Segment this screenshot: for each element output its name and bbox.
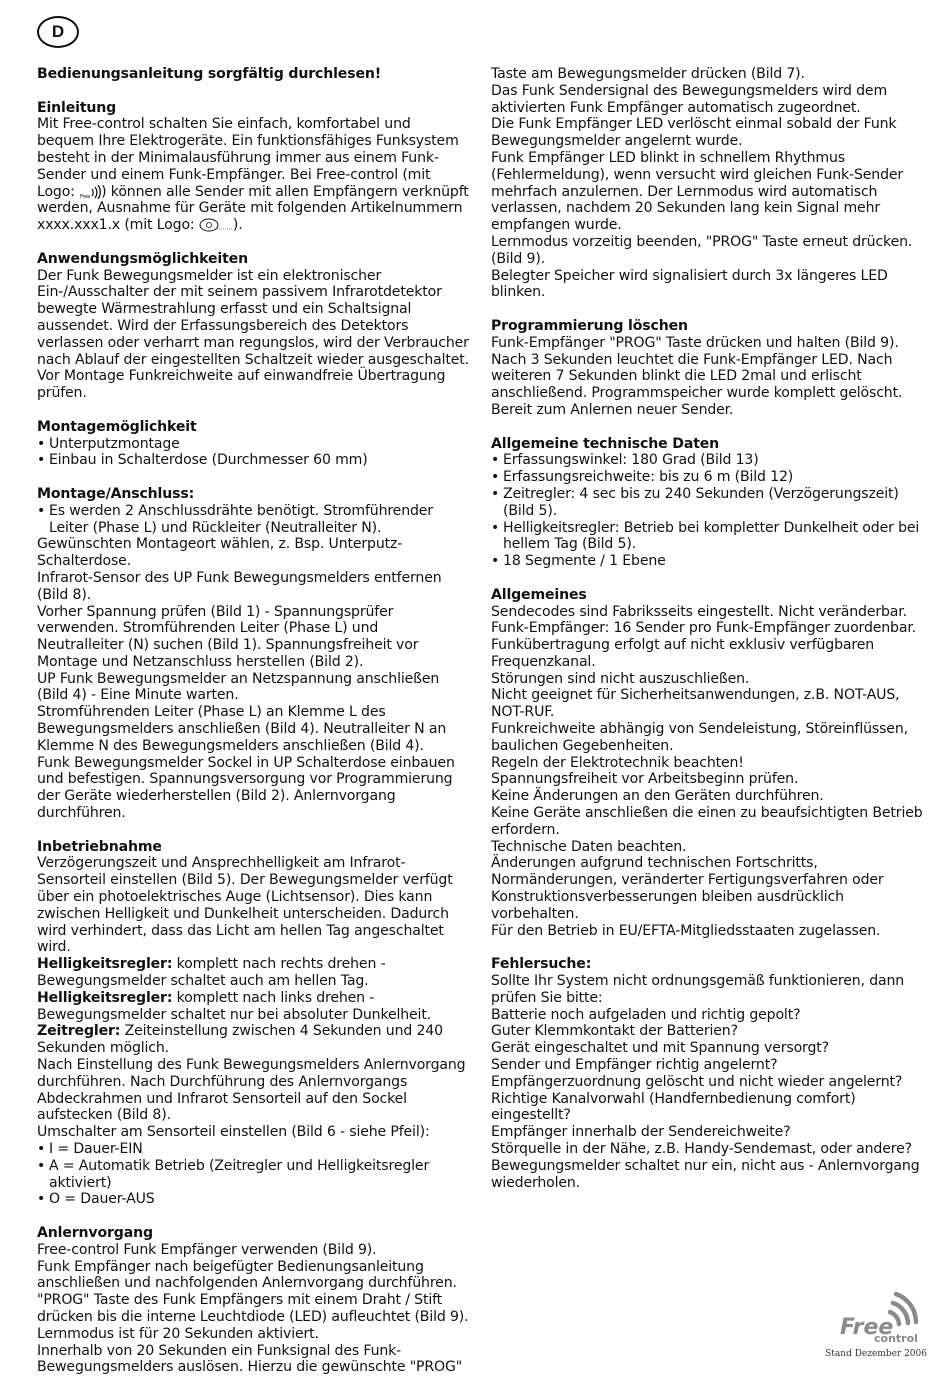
fehler-line: Richtige Kanalvorwahl (Handfernbedienung comfort) eingestellt? (491, 1090, 856, 1124)
montage-line: Stromführenden Leiter (Phase L) an Klemme L des Bewegungsmelders anschließen (Bild 4). Neutralleiter N an Klemme N des Bewegungsmelders anschließen (Bild 4). (37, 704, 447, 754)
allgemeines-line: Funk-Empfänger: 16 Sender pro Funk-Empfänger zuordenbar. (491, 620, 917, 637)
logo-word-free: Free (840, 1315, 894, 1340)
montage-line: Gewünschten Montageort wählen, z. Bsp. Unterputz-Schalterdose. (37, 536, 403, 570)
fehler-line: Sollte Ihr System nicht ordnungsgemäß funktionieren, dann prüfen Sie bitte: (491, 973, 905, 1006)
stand-date: Stand Dezember 2006 (825, 1349, 927, 1359)
einleitung-text-3: ). (232, 217, 243, 234)
section-inbetriebnahme (37, 839, 469, 1209)
section-einleitung (37, 100, 469, 234)
anlern-line: Die Funk Empfänger LED verlöscht einmal sobald der Funk Bewegungsmelder angelernt wurde. (491, 116, 897, 150)
list-item: • I = Dauer-EIN (37, 1141, 143, 1157)
fehler-line: Empfängerzuordnung gelöscht und nicht wieder angelernt? (491, 1073, 903, 1090)
montage-line: UP Funk Bewegungsmelder an Netzspannung anschließen (Bild 4) - Eine Minute warten. (37, 670, 440, 704)
language-badge: D (37, 16, 79, 48)
inbetrieb-title: Inbetriebnahme (37, 838, 162, 855)
inbetrieb-text-3: Umschalter am Sensorteil einstellen (Bild 6 - siehe Pfeil): (37, 1124, 430, 1141)
radio-waves-icon (890, 1294, 916, 1324)
anlern-line: Funk Empfänger nach beigefügter Bedienungsanleitung anschließen und nachfolgenden Anlernvorgang durchführen. (37, 1258, 457, 1292)
anlern-line: Taste am Bewegungsmelder drücken (Bild 7). (491, 66, 805, 82)
svg-text:Free: Free (80, 193, 91, 199)
right-column (491, 66, 923, 1208)
einleitung-title: Einleitung (37, 99, 117, 116)
section-anlernvorgang (37, 1225, 469, 1376)
anlern-line: Innerhalb von 20 Sekunden ein Funksignal des Funk-Bewegungsmelders auslösen. Hierzu die gewünschte "PROG" (37, 1342, 463, 1376)
list-item: • Erfassungswinkel: 180 Grad (Bild 13) (491, 452, 759, 469)
fehler-line: Batterie noch aufgeladen und richtig gepolt? (491, 1006, 801, 1023)
free-control-radio-logo-icon (79, 185, 101, 199)
anwendung-text: Der Funk Bewegungsmelder ist ein elektronischer Ein-/Ausschalter der mit seinem passivem Infrarotdetektor bewegte Wärmestrahlung erfasst und ein Schaltsignal aussendet. Wird der Erfassungsbereich des Detektors verlassen oder verharrt man regungslos, wird der Verbraucher nach Ablauf der eingestellten Schaltzeit wieder ausgeschaltet. (37, 267, 469, 368)
fehler-line: Gerät eingeschaltet und mit Spannung versorgt? (491, 1040, 829, 1057)
section-montage-anschluss (37, 486, 469, 822)
section-technische-daten (491, 436, 923, 570)
section-programmierung-loeschen (491, 318, 923, 419)
section-montagemoeglichkeit (37, 419, 469, 469)
einleitung-text-2: ) können alle Sender mit allen Empfängern verknüpft werden, Ausnahme für Geräte mit folgenden Artikelnummern xxxx.xxx1.x (mit Logo: (37, 183, 469, 234)
anlern-title: Anlernvorgang (37, 1224, 153, 1241)
list-item: • Zeitregler: 4 sec bis zu 240 Sekunden (Verzögerungszeit) (Bild 5). (491, 485, 899, 519)
allgemeines-line: Keine Änderungen an den Geräten durchführen. (491, 788, 824, 805)
anlern-line: "PROG" Taste des Funk Empfängers mit einem Draht / Stift drücken bis die interne Leuchtdiode (LED) aufleuchtet (Bild 9). Lernmodus ist für 20 Sekunden aktiviert. (37, 1292, 469, 1342)
list-item: • Erfassungsreichweite: bis zu 6 m (Bild 12) (491, 469, 794, 486)
montage-title: Montage/Anschluss: (37, 485, 195, 502)
anwendung-text-2: Vor Montage Funkreichweite auf einwandfreie Übertragung prüfen. (37, 368, 446, 402)
allgemeines-line: Nicht geeignet für Sicherheitsanwendungen, z.B. NOT-AUS, NOT-RUF. (491, 687, 900, 721)
allgemeines-line: Sendecodes sind Fabriksseits eingestellt. Nicht veränderbar. (491, 603, 907, 620)
anlern-line: Lernmodus vorzeitig beenden, "PROG" Taste erneut drücken. (Bild 9). (491, 233, 913, 267)
allgemeines-line: Funkübertragung erfolgt auf nicht exklusiv verfügbaren Frequenzkanal. (491, 637, 875, 670)
logo-word-control: control (874, 1332, 918, 1345)
anlern-line: Free-control Funk Empfänger verwenden (Bild 9). (37, 1241, 377, 1258)
list-item: • A = Automatik Betrieb (Zeitregler und Helligkeitsregler aktiviert) (37, 1157, 430, 1191)
free-control-logo (838, 1286, 928, 1346)
section-fehlersuche (491, 956, 923, 1191)
intro-heading: Bedienungsanleitung sorgfältig durchlesen! (37, 66, 382, 82)
fehler-line: Sender und Empfänger richtig angelernt? (491, 1057, 778, 1074)
allgemeines-line: Änderungen aufgrund technischen Fortschritts, Normänderungen, veränderter Fertigungsverfahren oder Konstruktionsverbesserungen bleiben ausdrücklich vorbehalten. (491, 855, 884, 922)
inbetrieb-text-1: Verzögerungszeit und Ansprechhelligkeit am Infrarot-Sensorteil einstellen (Bild 5). Der Bewegungsmelder verfügt über ein photoelektrisches Auge (Lichtsensor). Dies kann zwischen Helligkeit und Dunkelheit unterscheiden. Dadurch wird verhindert, dass das Licht am hellen Tag angeschaltet wird. (37, 855, 453, 956)
allgemeines-title: Allgemeines (491, 586, 587, 603)
helligkeit-right: Helligkeitsregler: komplett nach rechts drehen - Bewegungsmelder schaltet auch am hellen Tag. (37, 956, 386, 990)
fehler-line: Bewegungsmelder schaltet nur ein, nicht aus - Anlernvorgang wiederholen. (491, 1157, 920, 1191)
montagemoeglichkeit-title: Montagemöglichkeit (37, 418, 197, 435)
allgemeines-line: Spannungsfreiheit vor Arbeitsbeginn prüfen. (491, 771, 799, 788)
fehler-title: Fehlersuche: (491, 956, 592, 973)
section-anlernvorgang-cont (491, 66, 923, 301)
montage-line: Vorher Spannung prüfen (Bild 1) - Spannungsprüfer verwenden. Stromführenden Leiter (Phase L) und Neutralleiter (N) suchen (Bild 1). Spannungsfreiheit vor Montage und Netzanschluss herstellen (Bild 2). (37, 603, 419, 670)
allgemeines-line: Funkreichweite abhängig von Sendeleistung, Störeinflüssen, baulichen Gegebenheiten. (491, 721, 908, 754)
montage-line: Funk Bewegungsmelder Sockel in UP Schalterdose einbauen und befestigen. Spannungsversorgung vor Programmierung der Geräte wiederherstellen (Bild 2). Anlernvorgang durchführen. (37, 754, 455, 822)
allgemeines-line: Regeln der Elektrotechnik beachten! (491, 754, 744, 771)
list-item: • Es werden 2 Anschlussdrähte benötigt. Stromführender Leiter (Phase L) und Rückleiter (Neutralleiter N). (37, 502, 433, 536)
allgemeines-line: Keine Geräte anschließen die einen zu beaufsichtigten Betrieb erfordern. (491, 805, 923, 838)
list-item: • 18 Segmente / 1 Ebene (491, 553, 666, 570)
montage-line: Infrarot-Sensor des UP Funk Bewegungsmelders entfernen (Bild 8). (37, 569, 442, 603)
technik-title: Allgemeine technische Daten (491, 435, 720, 452)
list-item: • O = Dauer-AUS (37, 1191, 155, 1208)
einleitung-text (37, 116, 469, 234)
anlern-line: Das Funk Sendersignal des Bewegungsmelders wird dem aktivierten Funk Empfänger automatisch zugeordnet. (491, 82, 888, 116)
loeschen-text: Funk-Empfänger "PROG" Taste drücken und halten (Bild 9). Nach 3 Sekunden leuchtet die Funk-Empfänger LED. Nach weiteren 7 Sekunden blinkt die LED 2mal und erlischt anschließend. Programmspeicher wurde komplett gelöscht. Bereit zum Anlernen neuer Sender. (491, 334, 903, 418)
fehler-line: Empfänger innerhalb der Sendereichweite? (491, 1124, 791, 1141)
inbetrieb-text-2: Nach Einstellung des Funk Bewegungsmelders Anlernvorgang durchführen. Nach Durchführung des Anlernvorgangs Abdeckrahmen und Infrarot Sensorteil auf den Sockel aufstecken (Bild 8). (37, 1057, 466, 1124)
zeitregler: Zeitregler: Zeiteinstellung zwischen 4 Sekunden und 240 Sekunden möglich. (37, 1023, 443, 1057)
fehler-line: Guter Klemmkontakt der Batterien? (491, 1023, 738, 1040)
allgemeines-line: Technische Daten beachten. (491, 838, 687, 855)
anlern-line: Funk Empfänger LED blinkt in schnellem Rhythmus (Fehlermeldung), wenn versucht wird gleichen Funk-Sender mehrfach anzulernen. Der Lernmodus wird automatisch verlassen, nachdem 20 Sekunden lang kein Signal mehr empfangen wurde. (491, 149, 904, 234)
section-anwendung (37, 251, 469, 402)
loeschen-title: Programmierung löschen (491, 317, 688, 334)
einleitung-text-1: Mit Free-control schalten Sie einfach, komfortabel und bequem Ihre Elektrogeräte. Ein funktionsfähiges Funksystem besteht in der Minimalausführung immer aus einem Funk-Sender und einem Funk-Empfänger. Bei Free-control (mit Logo: (37, 116, 459, 200)
free-control-alt-logo-icon (199, 218, 233, 232)
section-allgemeines (491, 587, 923, 940)
fehler-line: Störquelle in der Nähe, z.B. Handy-Sendemast, oder andere? (491, 1141, 912, 1157)
allgemeines-line: Störungen sind nicht auszuschließen. (491, 670, 750, 687)
allgemeines-line: Für den Betrieb in EU/EFTA-Mitgliedsstaaten zugelassen. (491, 922, 881, 939)
helligkeit-left: Helligkeitsregler: komplett nach links drehen - Bewegungsmelder schaltet nur bei absoluter Dunkelheit. (37, 989, 432, 1023)
left-column (37, 66, 469, 1393)
anwendung-title: Anwendungsmöglichkeiten (37, 250, 248, 267)
anlern-line: Belegter Speicher wird signalisiert durch 3x längeres LED blinken. (491, 267, 888, 301)
list-item: • Einbau in Schalterdose (Durchmesser 60 mm) (37, 452, 368, 469)
list-item: • Helligkeitsregler: Betrieb bei kompletter Dunkelheit oder bei hellem Tag (Bild 5). (491, 519, 920, 553)
list-item: • Unterputzmontage (37, 435, 180, 452)
